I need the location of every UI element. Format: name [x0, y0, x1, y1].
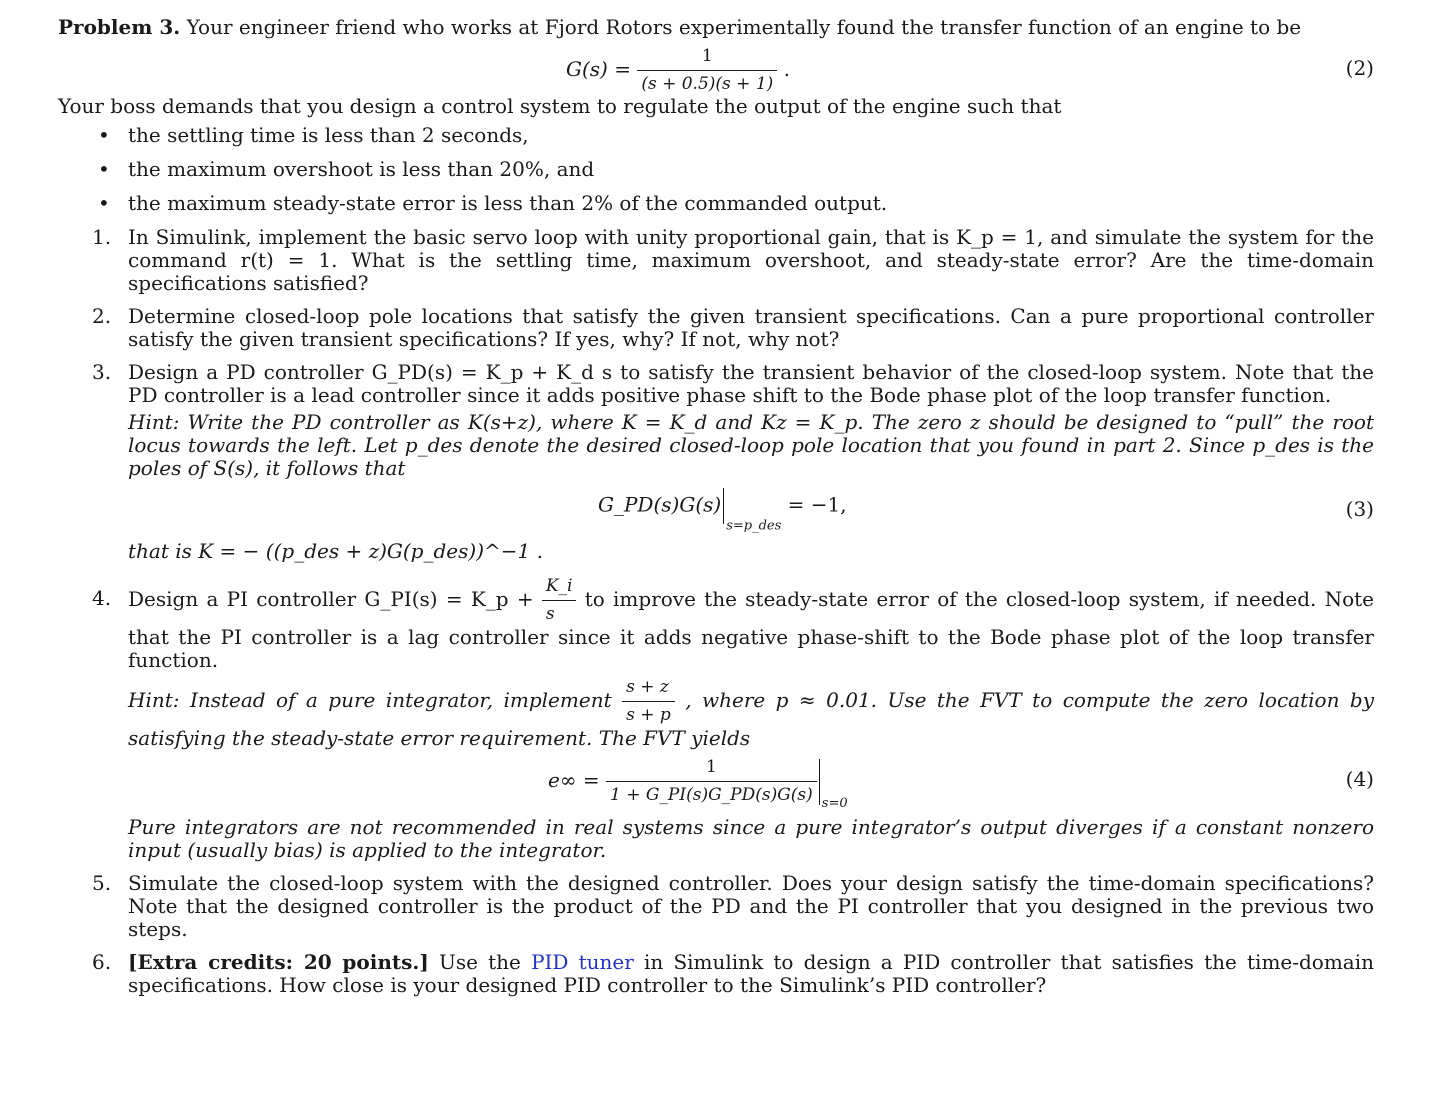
task-text: In Simulink, implement the basic servo loop with unity proportional gain, that is K_p = 1, and simulate the system for the command r(t) = 1. What is the settling time, maximum overshoot, and steady-state error? Are the time-domain specifications satisfied? [128, 225, 1374, 295]
demand-text: Your boss demands that you design a control system to regulate the output of the engine such that [58, 94, 1062, 118]
task-text [128, 951, 1374, 997]
eval-bar [723, 488, 724, 524]
eq3-lhs: G_PD(s)G(s) [598, 492, 722, 517]
lag-numerator: s + z [626, 677, 669, 697]
task-item-4 [58, 575, 1374, 862]
eq2-numerator: 1 [701, 46, 713, 66]
hint-text-b: , where p ≈ 0.01. Use the FVT to compute the zero location by satisfying the steady-state error requirement. The FVT yields [128, 688, 1374, 750]
task-item-1 [58, 226, 1374, 295]
spec-item: • the maximum steady-state error is less than 2% of the commanded output. [58, 192, 1374, 215]
eq2-denominator: (s + 0.5)(s + 1) [637, 70, 777, 96]
eq4-eval: s=0 [821, 796, 848, 811]
task-text-post: in Simulink to design a PID controller that satisfies the time-domain specifications. How close is your designed PID controller to the Simulink’s PID controller? [128, 950, 1375, 997]
task-text-b: to improve the steady-state error of the closed-loop system, if needed. Note that the PI controller is a lag controller since it adds negative phase-shift to the Bode phase plot of the loop transfer function. [128, 587, 1375, 672]
task-label: 6. [92, 950, 112, 974]
task-label: 4. [92, 586, 112, 610]
task-text-pre: Use the [439, 950, 521, 974]
eq3-rhs: = −1, [787, 492, 847, 517]
eq4-lhs: e∞ = [548, 768, 600, 792]
task-hint: Hint: Write the PD controller as K(s+z), where K = K_d and Kz = K_p. The zero z should be designed to “pull” the root locus towards the left. Let p_des denote the desired closed-loop pole location that you found in part 2. Since p_des is the poles of S(s), it follows that [128, 410, 1374, 480]
task-hint [128, 676, 1374, 750]
eq4-fraction [606, 756, 817, 807]
task-text: Design a PD controller G_PD(s) = K_p + K_d s to satisfy the transient behavior of the closed-loop system. Note that the PD controller is a lead controller since it adds positive phase shift to the Bode phase plot of the loop transfer function. [128, 360, 1374, 407]
task-after: that is K = − ((p_des + z)G(p_des))^−1 . [128, 539, 543, 563]
eq4-denominator: 1 + G_PI(s)G_PD(s)G(s) [606, 781, 817, 807]
eq4-number: (4) [1345, 767, 1374, 791]
task-item-6 [58, 951, 1374, 997]
task-item-5 [58, 872, 1374, 941]
spec-item: • the maximum overshoot is less than 20%, and [58, 158, 1374, 181]
lag-denominator: s + p [622, 701, 675, 727]
eq3-eval: s=p_des [726, 518, 782, 534]
task-item-3 [58, 361, 1374, 563]
problem-intro [58, 16, 1374, 39]
task-label: 5. [92, 871, 112, 895]
ki-fraction [542, 575, 577, 626]
intro-text: Your engineer friend who works at Fjord Rotors experimentally found the transfer function of an engine to be [186, 15, 1302, 39]
spec-item: • the settling time is less than 2 seconds, [58, 124, 1374, 147]
task-item-2 [58, 305, 1374, 351]
task-note: Pure integrators are not recommended in real systems since a pure integrator’s output diverges if a constant nonzero input (usually bias) is applied to the integrator. [128, 815, 1374, 862]
eq2-fraction [637, 45, 777, 96]
task-list [58, 226, 1374, 997]
task-label: 1. [92, 225, 112, 249]
task-label: 3. [92, 360, 112, 384]
extra-credit-label: [Extra credits: 20 points.] [128, 950, 429, 974]
equation-2 [58, 45, 1374, 94]
eq2-lhs: G(s) = [566, 57, 631, 81]
eq4-numerator: 1 [705, 757, 717, 777]
task-label: 2. [92, 304, 112, 328]
spec-list [58, 124, 1374, 215]
task-text: Determine closed-loop pole locations that satisfy the given transient specifications. Can a pure proportional controller satisfy the given transient specifications? If yes, why? If not, why not? [128, 304, 1374, 351]
task-text: Simulate the closed-loop system with the designed controller. Does your design satisfy the time-domain specifications? Note that the designed controller is the product of the PD and the PI controller that you designed in the previous two steps. [128, 871, 1374, 941]
problem-document [58, 16, 1374, 1007]
task-text-a: Design a PI controller G_PI(s) = K_p + [128, 587, 534, 611]
problem-heading: Problem 3. [58, 15, 181, 39]
ki-denominator: s [542, 600, 577, 626]
eq2-tail: . [783, 57, 790, 81]
hint-text-a: Hint: Instead of a pure integrator, implement [128, 688, 612, 712]
eq2-number: (2) [1345, 56, 1374, 80]
lag-fraction [622, 676, 675, 727]
eq3-number: (3) [1345, 497, 1374, 521]
equation-3 [128, 486, 1374, 536]
equation-4 [128, 756, 1374, 812]
ki-numerator: K_i [545, 576, 573, 596]
task-text [128, 575, 1374, 672]
eval-bar [819, 759, 820, 805]
pid-tuner-link[interactable]: PID tuner [531, 950, 634, 974]
